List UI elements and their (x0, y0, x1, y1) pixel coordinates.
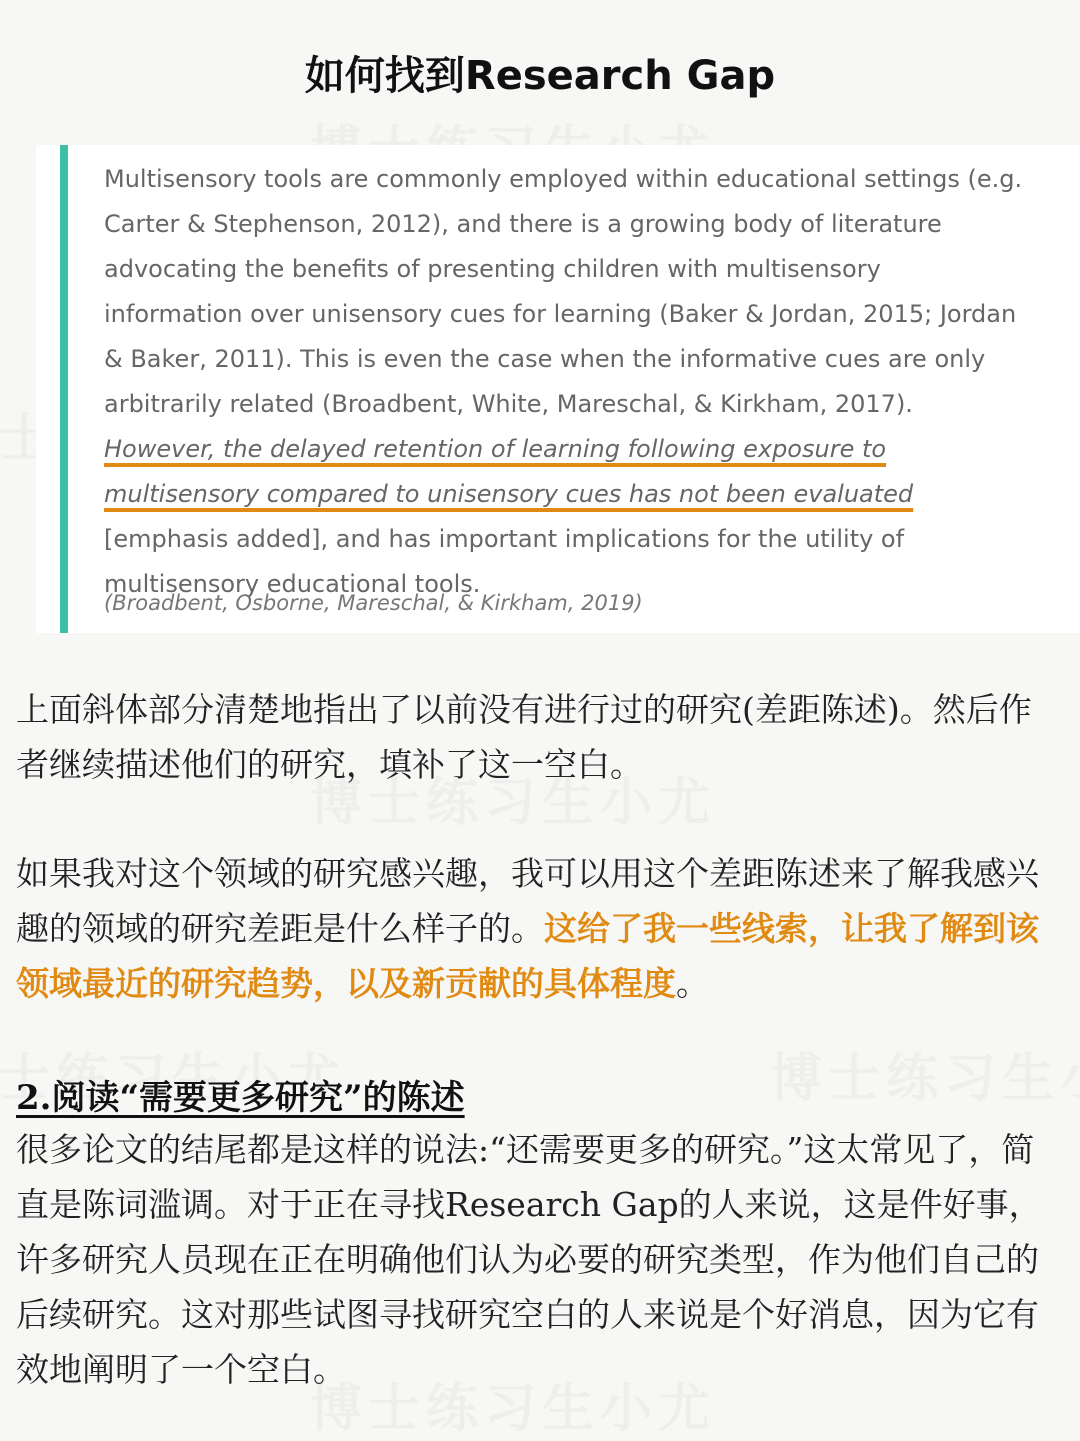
quote-block (36, 145, 1080, 633)
quote-text-after: [emphasis added], and has important implications for the utility of multisensory educational tools. (104, 525, 905, 598)
paragraph-interest-plain: 如果我对这个领域的研究感兴趣，我可以用这个差距陈述来了解我感兴趣的领域的研究差距是什么样子的。 (16, 854, 1039, 948)
quote-accent-bar (60, 145, 68, 633)
paragraph-interest (16, 846, 1064, 1011)
section-body: 很多论文的结尾都是这样的说法:“还需要更多的研究。”这太常见了，简直是陈词滥调。对于正在寻找Research Gap的人来说，这是件好事，许多研究人员现在正在明确他们认为必要的研究类型，作为他们自己的后续研究。这对那些试图寻找研究空白的人来说是个好消息，因为它有效地阐明了一个空白。 (16, 1130, 1042, 1389)
watermark (770, 1036, 1080, 1111)
paragraph-gap-explanation: 上面斜体部分清楚地指出了以前没有进行过的研究(差距陈述)。然后作者继续描述他们的研究，填补了这一空白。 (16, 690, 1032, 784)
page-title: 如何找到Research Gap (304, 53, 776, 99)
quote-text (104, 157, 1024, 607)
paragraph-interest-end: 。 (676, 964, 709, 1003)
quote-citation: (Broadbent, Osborne, Mareschal, & Kirkham, 2019) (104, 591, 643, 615)
section-heading: 2.阅读“需要更多研究”的陈述 (16, 1078, 465, 1118)
quote-text-before: Multisensory tools are commonly employed within educational settings (e.g. Carter & Stephenson, 2012), and there is a growing body of literature advocating the benefits of presenting children with multisensory information over unisensory cues for learning (Baker & Jordan, 2015; Jordan & Baker, 2011). This is even the case when the informative cues are only arbitrarily related (Broadbent, White, Mareschal, & Kirkham, 2017). (104, 165, 1023, 418)
quote-emphasis: However, the delayed retention of learning following exposure to multisensory compared to unisensory cues has not been evaluated (104, 435, 914, 508)
paragraph-interest-highlight: 这给了我一些线索，让我了解到该领域最近的研究趋势，以及新贡献的具体程度 (16, 909, 1039, 1003)
